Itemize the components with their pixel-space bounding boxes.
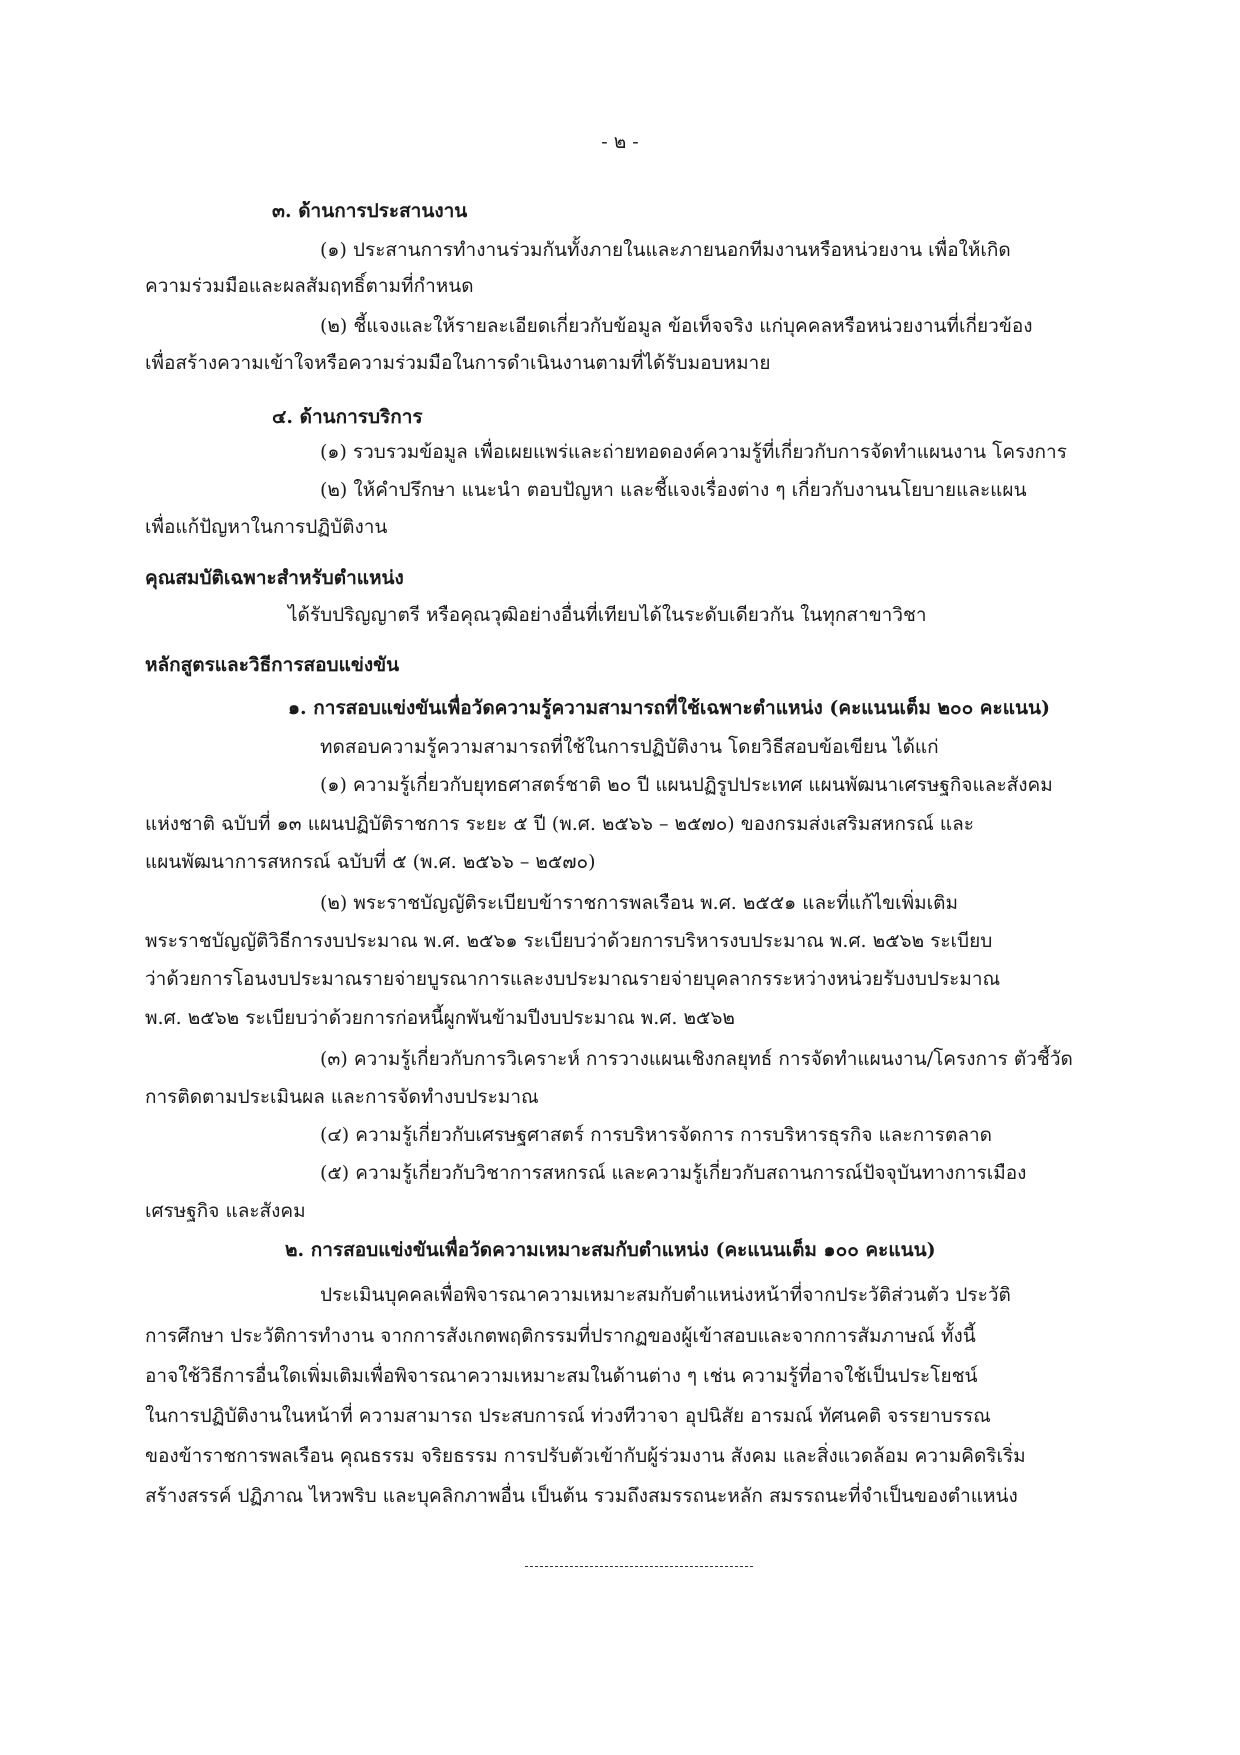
paragraph-line: (๑) ประสานการทำงานร่วมกันทั้งภายในและภายนอกทีมงานหรือหน่วยงาน เพื่อให้เกิด <box>320 239 1011 261</box>
paragraph-line: (๕) ความรู้เกี่ยวกับวิชาการสหกรณ์ และความรู้เกี่ยวกับสถานการณ์ปัจจุบันทางการเมือง <box>320 1162 1027 1184</box>
paragraph-line: การติดตามประเมินผล และการจัดทำงบประมาณ <box>145 1086 539 1108</box>
paragraph-line: แผนพัฒนาการสหกรณ์ ฉบับที่ ๕ (พ.ศ. ๒๕๖๖ – ๒๕๗๐) <box>145 851 596 873</box>
page-number: - ๒ - <box>601 131 639 153</box>
paragraph-line: แห่งชาติ ฉบับที่ ๑๓ แผนปฏิบัติราชการ ระยะ ๕ ปี (พ.ศ. ๒๕๖๖ – ๒๕๗๐) ของกรมส่งเสริมสหกรณ์ และ <box>145 813 974 835</box>
subheading-knowledge-exam: ๑. การสอบแข่งขันเพื่อวัดความรู้ความสามารถที่ใช้เฉพาะตำแหน่ง (คะแนนเต็ม ๒๐๐ คะแนน) <box>288 697 1050 719</box>
heading-qualifications: คุณสมบัติเฉพาะสำหรับตำแหน่ง <box>145 567 404 589</box>
paragraph-line: (๑) รวบรวมข้อมูล เพื่อเผยแพร่และถ่ายทอดองค์ความรู้ที่เกี่ยวกับการจัดทำแผนงาน โครงการ <box>320 441 1067 463</box>
paragraph-line: (๓) ความรู้เกี่ยวกับการวิเคราะห์ การวางแผนเชิงกลยุทธ์ การจัดทำแผนงาน/โครงการ ตัวชี้วัด <box>320 1048 1073 1070</box>
paragraph-line: เศรษฐกิจ และสังคม <box>145 1200 306 1222</box>
paragraph-line: ความร่วมมือและผลสัมฤทธิ์ตามที่กำหนด <box>145 275 474 297</box>
heading-exam-curriculum: หลักสูตรและวิธีการสอบแข่งขัน <box>145 654 400 676</box>
paragraph-line: อาจใช้วิธีการอื่นใดเพิ่มเติมเพื่อพิจารณาความเหมาะสมในด้านต่าง ๆ เช่น ความรู้ที่อาจใช้เป็นประโยชน์ <box>145 1365 978 1387</box>
subheading-suitability-exam: ๒. การสอบแข่งขันเพื่อวัดความเหมาะสมกับตำแหน่ง (คะแนนเต็ม ๑๐๐ คะแนน) <box>285 1239 936 1261</box>
paragraph-line: (๑) ความรู้เกี่ยวกับยุทธศาสตร์ชาติ ๒๐ ปี แผนปฏิรูปประเทศ แผนพัฒนาเศรษฐกิจและสังคม <box>320 774 1053 796</box>
paragraph-line: ทดสอบความรู้ความสามารถที่ใช้ในการปฏิบัติงาน โดยวิธีสอบข้อเขียน ได้แก่ <box>320 736 939 758</box>
paragraph-line: (๒) ชี้แจงและให้รายละเอียดเกี่ยวกับข้อมูล ข้อเท็จจริง แก่บุคคลหรือหน่วยงานที่เกี่ยวข้อง <box>320 315 1033 337</box>
paragraph-line: ประเมินบุคคลเพื่อพิจารณาความเหมาะสมกับตำแหน่งหน้าที่จากประวัติส่วนตัว ประวัติ <box>320 1284 1011 1306</box>
paragraph-line: ว่าด้วยการโอนงบประมาณรายจ่ายบูรณาการและงบประมาณรายจ่ายบุคลากรระหว่างหน่วยรับงบประมาณ <box>145 968 1001 990</box>
end-of-document-rule <box>525 1566 753 1567</box>
paragraph-line: พ.ศ. ๒๕๖๒ ระเบียบว่าด้วยการก่อหนี้ผูกพันข้ามปีงบประมาณ พ.ศ. ๒๕๖๒ <box>145 1007 735 1029</box>
paragraph-line: ได้รับปริญญาตรี หรือคุณวุฒิอย่างอื่นที่เทียบได้ในระดับเดียวกัน ในทุกสาขาวิชา <box>288 604 927 626</box>
paragraph-line: เพื่อแก้ปัญหาในการปฏิบัติงาน <box>145 516 388 538</box>
paragraph-line: สร้างสรรค์ ปฏิภาณ ไหวพริบ และบุคลิกภาพอื่น เป็นต้น รวมถึงสมรรถนะหลัก สมรรถนะที่จำเป็นของตำแหน่ง <box>145 1485 1018 1507</box>
paragraph-line: ในการปฏิบัติงานในหน้าที่ ความสามารถ ประสบการณ์ ท่วงทีวาจา อุปนิสัย อารมณ์ ทัศนคติ จรรยาบรรณ <box>145 1405 991 1427</box>
paragraph-line: (๒) ให้คำปรึกษา แนะนำ ตอบปัญหา และชี้แจงเรื่องต่าง ๆ เกี่ยวกับงานนโยบายและแผน <box>320 479 1027 501</box>
section-heading-service: ๔. ด้านการบริการ <box>272 406 423 428</box>
paragraph-line: การศึกษา ประวัติการทำงาน จากการสังเกตพฤติกรรมที่ปรากฏของผู้เข้าสอบและจากการสัมภาษณ์ ทั้งนี้ <box>145 1325 976 1347</box>
paragraph-line: เพื่อสร้างความเข้าใจหรือความร่วมมือในการดำเนินงานตามที่ได้รับมอบหมาย <box>145 352 771 374</box>
section-heading-coordination: ๓. ด้านการประสานงาน <box>272 200 468 222</box>
paragraph-line: (๒) พระราชบัญญัติระเบียบข้าราชการพลเรือน พ.ศ. ๒๕๕๑ และที่แก้ไขเพิ่มเติม <box>320 892 959 914</box>
paragraph-line: (๔) ความรู้เกี่ยวกับเศรษฐศาสตร์ การบริหารจัดการ การบริหารธุรกิจ และการตลาด <box>320 1124 992 1146</box>
paragraph-line: ของข้าราชการพลเรือน คุณธรรม จริยธรรม การปรับตัวเข้ากับผู้ร่วมงาน สังคม และสิ่งแวดล้อม ความคิดริเริ่ม <box>145 1445 1026 1467</box>
paragraph-line: พระราชบัญญัติวิธีการงบประมาณ พ.ศ. ๒๕๖๑ ระเบียบว่าด้วยการบริหารงบประมาณ พ.ศ. ๒๕๖๒ ระเบียบ <box>145 930 993 952</box>
